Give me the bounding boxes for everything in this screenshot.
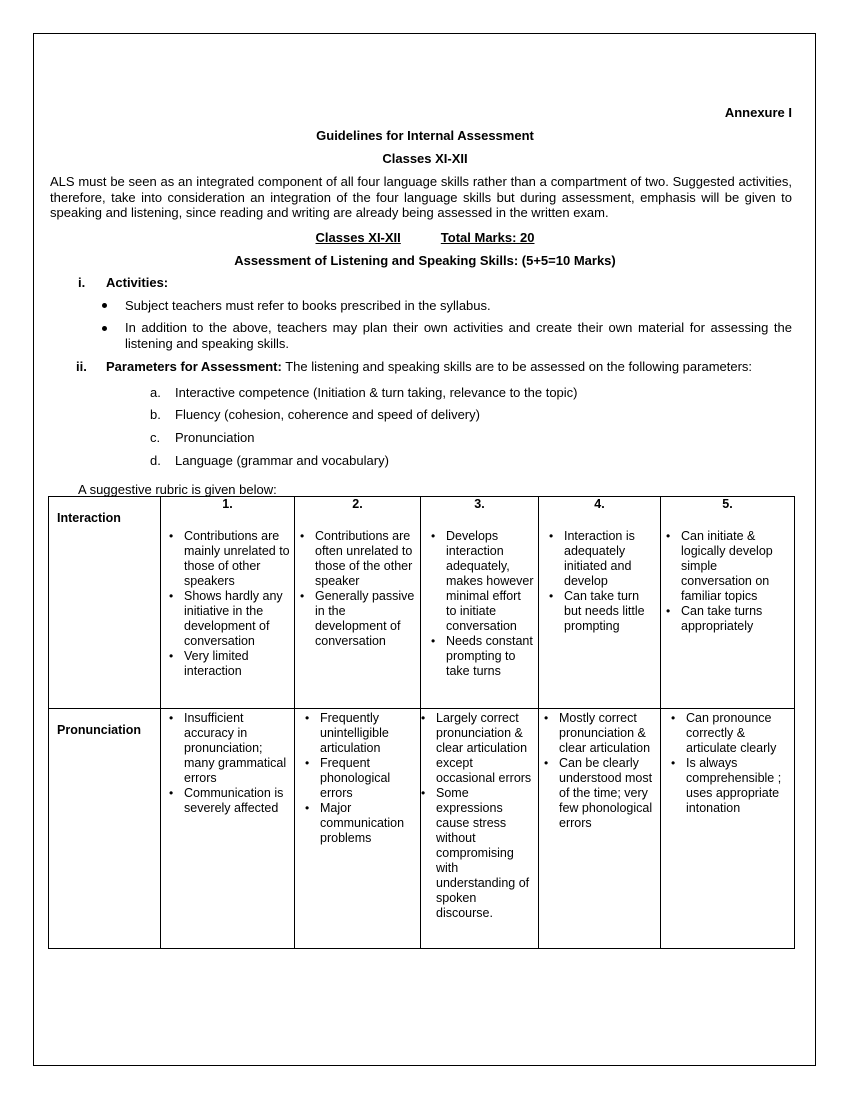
param-item-a: Interactive competence (Initiation & turn taking, relevance to the topic) xyxy=(175,385,578,400)
rubric-cell xyxy=(661,497,795,709)
list-item: • Very limited interaction xyxy=(184,649,290,679)
column-number: 4. xyxy=(594,497,605,511)
rubric-cell xyxy=(539,709,661,949)
activity-bullet-1: Subject teachers must refer to books prescribed in the syllabus. xyxy=(125,298,491,313)
document-title: Guidelines for Internal Assessment xyxy=(316,128,534,143)
classes-heading: Classes XI-XII xyxy=(382,151,468,166)
list-item: • Mostly correct pronunciation & clear articulation xyxy=(559,711,656,756)
list-item: • Is always comprehensible ; uses appropriate intonation xyxy=(686,756,790,816)
rubric-cell xyxy=(661,709,795,949)
list-item: • Develops interaction adequately, makes however minimal effort to initiate conversation xyxy=(446,529,534,634)
activity-bullet-2: In addition to the above, teachers may plan their own activities and create their own material for assessing the listening and speaking skills. xyxy=(125,320,792,351)
param-item-d: Language (grammar and vocabulary) xyxy=(175,453,389,468)
column-number: 3. xyxy=(474,497,485,511)
param-letter-a: a. xyxy=(150,385,161,400)
param-item-b: Fluency (cohesion, coherence and speed of delivery) xyxy=(175,407,480,422)
marks-total: Total Marks: 20 xyxy=(440,230,535,245)
list-item: • Shows hardly any initiative in the development of conversation xyxy=(184,589,290,649)
list-item: • Frequent phonological errors xyxy=(320,756,416,801)
rubric-cell xyxy=(161,497,295,709)
rubric-row-interaction xyxy=(49,497,795,709)
list-item: • Largely correct pronunciation & clear articulation except occasional errors xyxy=(436,711,534,786)
rubric-cell xyxy=(295,497,421,709)
list-item: • Can pronounce correctly & articulate clearly xyxy=(686,711,790,756)
intro-paragraph: ALS must be seen as an integrated component of all four language skills rather than a compartment of two. Suggested activities, therefore, take into consideration an integration of the four language skills but during assessment, emphasis will be given to speaking and listening, since reading and writing are already being assessed in the written exam. xyxy=(50,174,792,220)
param-letter-d: d. xyxy=(150,453,161,468)
rubric-cell xyxy=(539,497,661,709)
list-item: • Insufficient accuracy in pronunciation; many grammatical errors xyxy=(184,711,290,786)
section-ii-line xyxy=(106,359,796,374)
list-item: • Can take turns appropriately xyxy=(681,604,790,634)
list-item: • Can take turn but needs little prompting xyxy=(564,589,656,634)
marks-line xyxy=(0,230,850,245)
list-item: • Frequently unintelligible articulation xyxy=(320,711,416,756)
column-number: 1. xyxy=(222,497,233,511)
column-number: 5. xyxy=(722,497,733,511)
section-ii-numeral: ii. xyxy=(76,359,87,374)
rubric-row-pronunciation xyxy=(49,709,795,949)
list-item: • Some expressions cause stress without compromising with understanding of spoken discourse. xyxy=(436,786,534,921)
annexure-label: Annexure I xyxy=(724,105,792,120)
rubric-intro: A suggestive rubric is given below: xyxy=(78,482,277,497)
rubric-cell xyxy=(421,497,539,709)
list-item: • Can initiate & logically develop simple conversation on familiar topics xyxy=(681,529,790,604)
param-item-c: Pronunciation xyxy=(175,430,255,445)
list-item: • Interaction is adequately initiated and develop xyxy=(564,529,656,589)
param-letter-b: b. xyxy=(150,407,161,422)
row-label-pronunciation: Pronunciation xyxy=(49,709,161,949)
list-item: • Generally passive in the development of conversation xyxy=(315,589,416,649)
rubric-cell xyxy=(161,709,295,949)
bullet-icon xyxy=(102,326,107,331)
marks-classes: Classes XI-XII xyxy=(315,230,401,245)
rubric-cell xyxy=(295,709,421,949)
list-item: • Communication is severely affected xyxy=(184,786,290,816)
list-item: • Contributions are mainly unrelated to those of other speakers xyxy=(184,529,290,589)
column-number: 2. xyxy=(352,497,363,511)
section-ii-heading: Parameters for Assessment: xyxy=(106,359,282,374)
param-letter-c: c. xyxy=(150,430,161,445)
list-item: • Major communication problems xyxy=(320,801,416,846)
list-item: • Needs constant prompting to take turns xyxy=(446,634,534,679)
rubric-cell xyxy=(421,709,539,949)
bullet-icon xyxy=(102,303,107,308)
list-item: • Contributions are often unrelated to those of the other speaker xyxy=(315,529,416,589)
rubric-table xyxy=(48,496,795,949)
section-i-numeral: i. xyxy=(78,275,86,290)
assessment-title: Assessment of Listening and Speaking Skills: (5+5=10 Marks) xyxy=(234,253,616,268)
section-i-heading: Activities: xyxy=(106,275,169,290)
section-ii-text: The listening and speaking skills are to be assessed on the following parameters: xyxy=(285,359,753,374)
list-item: • Can be clearly understood most of the time; very few phonological errors xyxy=(559,756,656,831)
row-label-interaction: Interaction xyxy=(49,497,161,709)
